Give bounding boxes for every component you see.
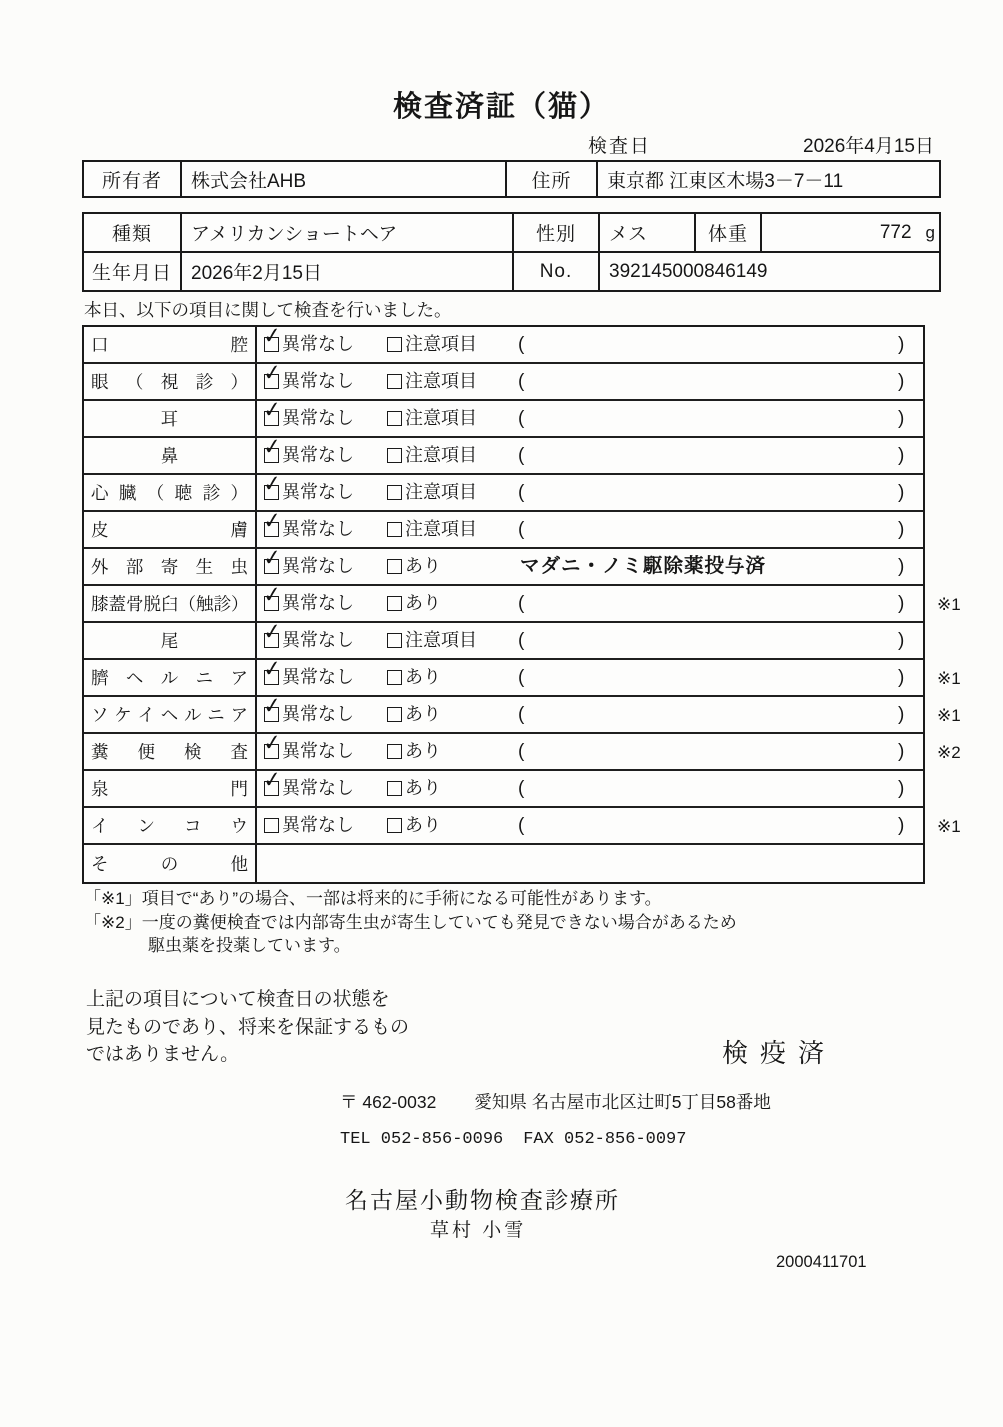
- row-footnote-ref: ※1: [937, 669, 961, 688]
- checkbox-present-label: あり: [405, 593, 441, 613]
- checkbox-no-abnormality: [261, 618, 283, 648]
- clinic-fax: FAX 052-856-0097: [523, 1130, 687, 1149]
- veterinarian-name: 草村 小雪: [430, 1220, 527, 1241]
- check-mark: ✓: [261, 433, 283, 460]
- exam-item-label: そ の 他: [84, 845, 257, 882]
- checkbox-caution: [387, 411, 402, 426]
- paren-open: (: [518, 593, 525, 614]
- checkbox-present: [387, 707, 402, 722]
- certificate-title: 検査済証（猫）: [392, 91, 610, 123]
- breed-label: 種類: [84, 214, 182, 251]
- checkbox-present-label: あり: [405, 556, 441, 576]
- checkbox-no-abnormality-label: 異常なし: [282, 667, 354, 687]
- checkbox-no-abnormality: [261, 766, 283, 796]
- checkbox-caution: [387, 374, 402, 389]
- paren-close: ): [898, 445, 905, 466]
- exam-item-label: 耳: [84, 401, 257, 436]
- owner-label: 所有者: [84, 162, 182, 196]
- row-footnote-ref: ※1: [937, 706, 961, 725]
- exam-item-label: 臍 ヘ ル ニ ア: [84, 660, 257, 695]
- checkbox-caution-label: 注意項目: [405, 482, 477, 502]
- clinic-name: 名古屋小動物検査診療所: [345, 1187, 620, 1213]
- checkbox-no-abnormality-label: 異常なし: [282, 445, 354, 465]
- checkbox-caution-label: 注意項目: [405, 519, 477, 539]
- checkbox-no-abnormality: [261, 655, 283, 685]
- paren-open: (: [518, 778, 525, 799]
- exam-row-heart: [84, 470, 923, 512]
- checkbox-no-abnormality: [264, 818, 279, 833]
- checkbox-present: [387, 744, 402, 759]
- footnote-1: 「※1」項目で“あり”の場合、一部は将来的に手術になる可能性があります。: [84, 889, 662, 908]
- weight-unit: g: [925, 222, 935, 242]
- check-mark: ✓: [261, 729, 283, 756]
- clinic-tel-fax: [340, 1130, 686, 1149]
- checkbox-present: [387, 596, 402, 611]
- birth-value: 2026年2月15日: [182, 253, 514, 290]
- owner-info-box: [82, 160, 941, 198]
- exam-item-label: 口 腔: [84, 327, 257, 362]
- exam-statement: 本日、以下の項目に関して検査を行いました。: [84, 300, 452, 320]
- checkbox-no-abnormality-label: 異常なし: [282, 704, 354, 724]
- checkbox-no-abnormality: [261, 692, 283, 722]
- checkbox-no-abnormality: [261, 581, 283, 611]
- check-mark: ✓: [261, 322, 283, 349]
- document-code: 2000411701: [776, 1253, 867, 1271]
- check-mark: ✓: [261, 396, 283, 423]
- paren-open: (: [518, 704, 525, 725]
- check-mark: ✓: [261, 470, 283, 497]
- exam-item-label: 泉 門: [84, 771, 257, 806]
- checkbox-no-abnormality-label: 異常なし: [282, 593, 354, 613]
- paren-close: ): [898, 741, 905, 762]
- checkbox-caution-label: 注意項目: [405, 408, 477, 428]
- check-mark: ✓: [261, 359, 283, 386]
- checkbox-present: [387, 670, 402, 685]
- exam-row-other: [84, 845, 923, 882]
- paren-close: ): [898, 519, 905, 540]
- row-footnote-ref: ※1: [937, 595, 961, 614]
- checkbox-no-abnormality-label: 異常なし: [282, 778, 354, 798]
- checkbox-caution-label: 注意項目: [405, 334, 477, 354]
- paren-close: ): [898, 778, 905, 799]
- exam-item-label: 膝 蓋 骨 脱 臼 （ 触 診 ）: [84, 586, 257, 621]
- checkbox-caution: [387, 522, 402, 537]
- checkbox-present-label: あり: [405, 667, 441, 687]
- clinic-address: 愛知県 名古屋市北区辻町5丁目58番地: [474, 1092, 771, 1112]
- weight-label: 体重: [696, 214, 762, 251]
- check-mark: ✓: [261, 766, 283, 793]
- paren-open: (: [518, 667, 525, 688]
- exam-row-skin: [84, 507, 923, 549]
- paren-open: (: [518, 371, 525, 392]
- exam-row-umbilical-hernia: [84, 655, 961, 697]
- checkbox-no-abnormality-label: 異常なし: [282, 556, 354, 576]
- check-mark: ✓: [261, 544, 283, 571]
- paren-close: ): [898, 815, 905, 836]
- paren-remark: マダニ・ノミ駆除薬投与済: [520, 555, 767, 577]
- paren-open: (: [518, 741, 525, 762]
- checkbox-caution: [387, 633, 402, 648]
- paren-close: ): [898, 371, 905, 392]
- paren-close: ): [898, 482, 905, 503]
- exam-item-label: 糞 便 検 査: [84, 734, 257, 769]
- exam-row-external-parasites: [84, 544, 923, 586]
- paren-close: ): [898, 630, 905, 651]
- checkbox-caution-label: 注意項目: [405, 371, 477, 391]
- checkbox-no-abnormality: [261, 433, 283, 463]
- exam-item-label: 鼻: [84, 438, 257, 473]
- paren-open: (: [518, 408, 525, 429]
- checkbox-no-abnormality: [261, 544, 283, 574]
- check-mark: ✓: [261, 655, 283, 682]
- exam-row-fontanelle: [84, 766, 923, 808]
- checkbox-caution-label: 注意項目: [405, 630, 477, 650]
- breed-value: アメリカンショートヘア: [182, 214, 514, 251]
- owner-address-label: 住所: [507, 162, 598, 196]
- checkbox-present: [387, 818, 402, 833]
- exam-row-nose: [84, 433, 923, 475]
- paren-open: (: [518, 445, 525, 466]
- checkbox-present-label: あり: [405, 704, 441, 724]
- checkbox-no-abnormality-label: 異常なし: [282, 334, 354, 354]
- paren-close: ): [898, 667, 905, 688]
- weight-value: [762, 214, 939, 251]
- checkbox-caution: [387, 337, 402, 352]
- row-footnote-ref: ※2: [937, 743, 961, 762]
- exam-row-tail: [84, 618, 923, 660]
- disclaimer-line: 見たものであり、将来を保証するもの: [86, 1016, 410, 1038]
- exam-checklist-table: [82, 322, 961, 884]
- exam-row-fecal-test: [84, 729, 961, 771]
- paren-open: (: [518, 482, 525, 503]
- checkbox-caution-label: 注意項目: [405, 445, 477, 465]
- paren-open: (: [518, 334, 525, 355]
- checkbox-caution: [387, 448, 402, 463]
- disclaimer-line: 上記の項目について検査日の状態を: [86, 989, 390, 1010]
- row-footnote-ref: ※1: [937, 817, 961, 836]
- paren-close: ): [898, 556, 905, 577]
- checkbox-no-abnormality-label: 異常なし: [282, 519, 354, 539]
- checkbox-present-label: あり: [405, 778, 441, 798]
- disclaimer-line: ではありません。: [86, 1044, 240, 1065]
- owner-value: 株式会社AHB: [182, 162, 507, 196]
- checkbox-no-abnormality: [261, 470, 283, 500]
- checkbox-present: [387, 559, 402, 574]
- checkbox-no-abnormality-label: 異常なし: [282, 815, 354, 835]
- exam-row-eyes: [84, 359, 923, 401]
- disclaimer-text: [86, 986, 409, 1069]
- exam-row-inkou: [84, 808, 961, 845]
- checkbox-no-abnormality-label: 異常なし: [282, 482, 354, 502]
- microchip-no-label: No.: [514, 253, 600, 290]
- checkbox-no-abnormality: [261, 322, 283, 352]
- exam-date-value: 2026年4月15日: [803, 136, 934, 157]
- checkbox-no-abnormality: [261, 507, 283, 537]
- checkbox-no-abnormality-label: 異常なし: [282, 741, 354, 761]
- exam-row-ears: [84, 396, 923, 438]
- weight-number: 772: [879, 221, 912, 243]
- checkbox-no-abnormality: [261, 729, 283, 759]
- clinic-postal-address: [340, 1089, 771, 1114]
- sex-value: メス: [600, 214, 696, 251]
- check-mark: ✓: [261, 581, 283, 608]
- checkbox-no-abnormality-label: 異常なし: [282, 371, 354, 391]
- checkbox-no-abnormality-label: 異常なし: [282, 408, 354, 428]
- checkbox-present: [387, 781, 402, 796]
- checkbox-no-abnormality-label: 異常なし: [282, 630, 354, 650]
- sex-label: 性別: [514, 214, 600, 251]
- exam-item-label: 眼 （ 視 診 ）: [84, 364, 257, 399]
- quarantine-passed-stamp: 検疫済: [722, 1038, 837, 1068]
- checkbox-no-abnormality: [261, 396, 283, 426]
- paren-open: (: [518, 815, 525, 836]
- paren-close: ): [898, 704, 905, 725]
- paren-close: ): [898, 408, 905, 429]
- paren-close: ): [898, 334, 905, 355]
- clinic-tel: TEL 052-856-0096: [340, 1130, 504, 1149]
- exam-item-label: 心 臓 （ 聴 診 ）: [84, 475, 257, 510]
- exam-row-oral-cavity: [84, 322, 923, 364]
- postal-code: 〒 462-0032: [340, 1092, 437, 1112]
- exam-row-patella: [84, 581, 961, 623]
- birth-label: 生年月日: [84, 253, 182, 290]
- checkbox-caution: [387, 485, 402, 500]
- paren-open: (: [518, 630, 525, 651]
- checkbox-no-abnormality: [261, 359, 283, 389]
- checkbox-present-label: あり: [405, 815, 441, 835]
- paren-close: ): [898, 593, 905, 614]
- footnote-2-continued: 駆虫薬を投薬しています。: [148, 936, 351, 955]
- exam-date-label: 検査日: [588, 136, 652, 157]
- check-mark: ✓: [261, 618, 283, 645]
- pet-info-box: [82, 212, 941, 292]
- microchip-no-value: 392145000846149: [609, 260, 768, 282]
- exam-item-label: イ ン コ ウ: [84, 808, 257, 843]
- exam-item-label: 皮 膚: [84, 512, 257, 547]
- checkbox-present-label: あり: [405, 741, 441, 761]
- footnote-2: 「※2」一度の糞便検査では内部寄生虫が寄生していても発見できない場合があるため: [84, 913, 737, 932]
- exam-item-label: 外 部 寄 生 虫: [84, 549, 257, 584]
- exam-item-label: 尾: [84, 623, 257, 658]
- check-mark: ✓: [261, 507, 283, 534]
- exam-row-inguinal-hernia: [84, 692, 961, 734]
- check-mark: ✓: [261, 692, 283, 719]
- exam-row-other-empty-cell: [257, 845, 923, 882]
- owner-address-value: 東京都 江東区木場3－7－11: [607, 170, 844, 192]
- exam-item-label: ソ ケ イ ヘ ル ニ ア: [84, 697, 257, 732]
- paren-open: (: [518, 519, 525, 540]
